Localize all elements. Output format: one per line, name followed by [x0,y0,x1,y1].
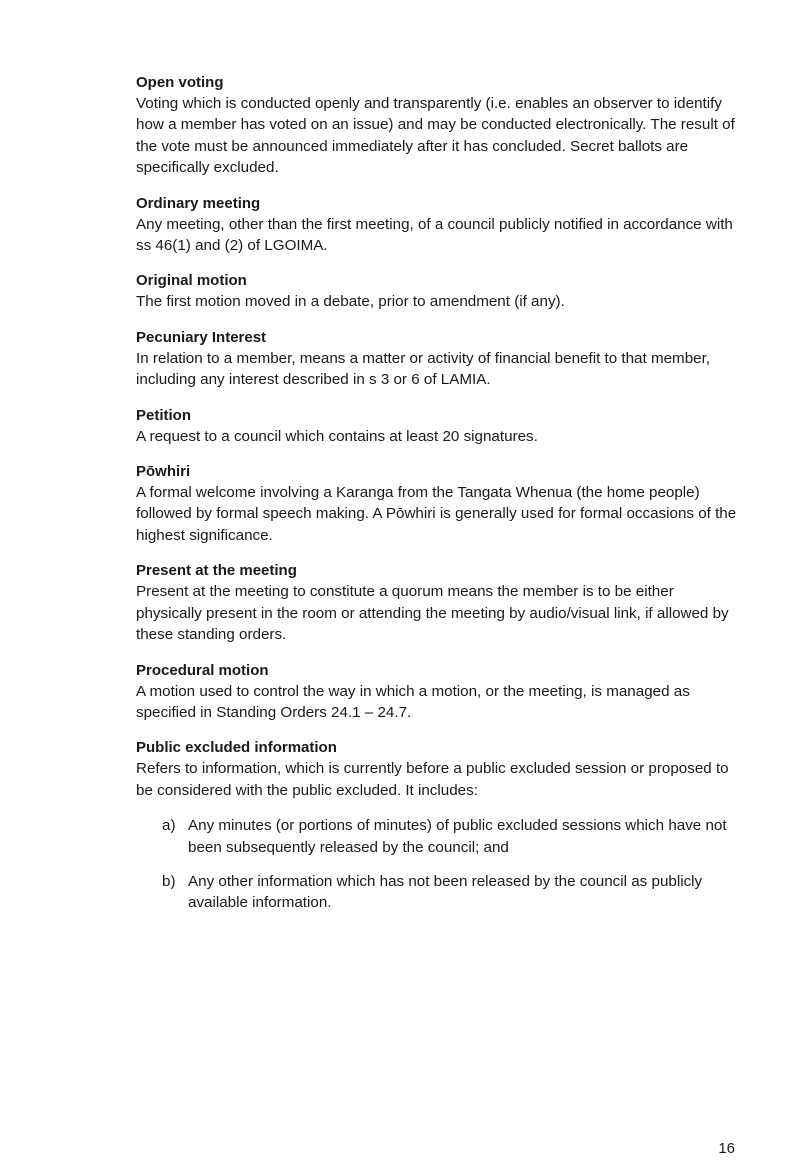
term-definition: Present at the meeting to constitute a quorum means the member is to be either physically present in the room or attending the meeting by audio/visual link, if allowed by these standing orders. [136,583,729,644]
glossary-entry-powhiri [136,461,742,546]
term-heading: Petition [136,406,191,424]
glossary-entry-ordinary-meeting [136,193,742,257]
term-heading: Present at the meeting [136,562,297,580]
glossary-entry-procedural-motion [136,660,742,724]
term-heading: Ordinary meeting [136,194,261,212]
term-definition: A formal welcome involving a Karanga from the Tangata Whenua (the home people) followed by formal speech making. A Pōwhiri is generally used for formal occasions of the highest significance. [136,484,737,544]
term-heading: Open voting [136,74,224,91]
list-marker: a) [162,817,176,835]
term-definition: Refers to information, which is currently before a public excluded session or proposed to be considered with the public excluded. It includes: [136,760,729,799]
page-number: 16 [718,1140,735,1157]
glossary-entry-petition [136,405,742,447]
glossary-entry-present-at-the-meeting [136,560,742,645]
list-item-text: Any minutes (or portions of minutes) of public excluded sessions which have not been subsequently released by the council; and [188,817,727,856]
glossary-entry-pecuniary-interest [136,327,742,391]
list-item [136,815,742,858]
term-heading: Original motion [136,272,247,290]
glossary-page [136,72,742,928]
glossary-entry-open-voting [136,72,742,179]
term-definition: In relation to a member, means a matter or activity of financial benefit to that member, including any interest described in s 3 or 6 of LAMIA. [136,349,711,389]
term-definition: A request to a council which contains at least 20 signatures. [136,427,538,445]
list-marker: b) [162,872,176,890]
term-heading: Pecuniary Interest [136,328,267,346]
term-definition: A motion used to control the way in which a motion, or the meeting, is managed as specified in Standing Orders 24.1 – 24.7. [136,682,690,721]
list-item [136,871,742,914]
term-heading: Pōwhiri [136,463,191,481]
term-definition: The first motion moved in a debate, prior to amendment (if any). [136,293,565,311]
term-definition: Any meeting, other than the first meeting, of a council publicly notified in accordance with ss 46(1) and (2) of LGOIMA. [136,215,733,255]
glossary-entry-public-excluded-information [136,737,742,913]
glossary-entry-original-motion [136,270,742,312]
term-heading: Public excluded information [136,739,337,757]
term-heading: Procedural motion [136,661,269,679]
definition-list [136,815,742,914]
term-definition: Voting which is conducted openly and transparently (i.e. enables an observer to identify how a member has voted on an issue) and may be conducted electronically. The result of the vote must be announced immediately after it has concluded. Secret ballots are specifically excluded. [136,95,735,177]
list-item-text: Any other information which has not been released by the council as publicly available information. [188,872,703,912]
